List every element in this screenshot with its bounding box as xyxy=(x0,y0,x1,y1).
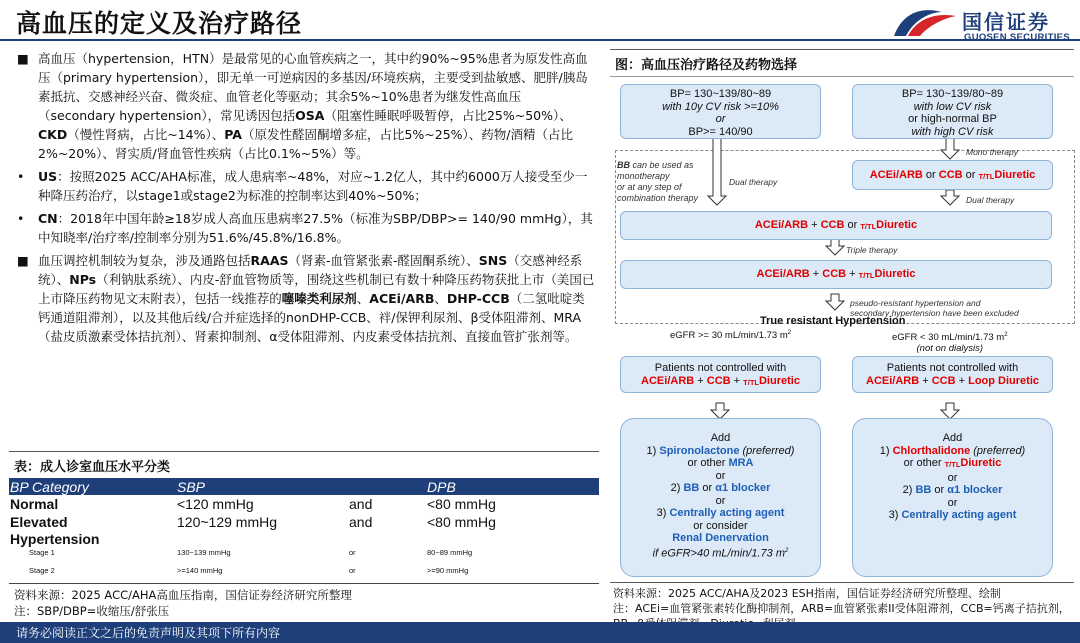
bb-note: BB can be used as monotherapy or at any step of combination therapy xyxy=(617,160,699,203)
initial-bp-box-low-risk: BP= 130~139/80~89 with low CV risk or high-normal BP with high CV risk xyxy=(852,84,1053,139)
term-ckd: CKD xyxy=(38,127,68,142)
figure-caption-rule xyxy=(610,76,1074,77)
egfr-low-label: eGFR < 30 mL/min/1.73 $m^2$ (not on dialysis) xyxy=(892,332,1008,355)
add-therapy-box-right: Add 1) Chlorthalidone (preferred) or other T/TLDiuretic or 2) BB or α1 blocker or 3) Centrally acting agent xyxy=(852,418,1053,577)
mono-therapy-label: Mono therapy xyxy=(966,147,1018,157)
table-row: Stage 1 130~139 mmHg or 80~89 mmHg xyxy=(29,548,473,558)
disclaimer-text: 请务必阅读正文之后的免责声明及其项下所有内容 xyxy=(16,626,281,640)
col-header: DPB xyxy=(427,478,599,495)
triple-therapy-box: ACEi/ARB + CCB + T/TLDiuretic xyxy=(620,260,1052,289)
table-row: Elevated 120~129 mmHg and <80 mmHg xyxy=(10,513,496,530)
company-logo xyxy=(890,6,1075,42)
table-source: 资料来源：2025 ACC/AHA高血压指南，国信证券经济研究所整理 注：SBP/DBP=收缩压/舒张压 xyxy=(14,588,352,618)
mono-therapy-box: ACEi/ARB or CCB or T/TLDiuretic xyxy=(852,160,1053,190)
treatment-pathway-diagram xyxy=(610,78,1076,582)
arrow-down-icon xyxy=(941,190,959,205)
logo-text-en: GUOSEN SECURITIES xyxy=(964,32,1070,43)
square-bullet-icon: ■ xyxy=(17,51,29,66)
triple-therapy-label: Triple therapy xyxy=(846,245,898,255)
figure-source: 资料来源：2025 ACC/AHA及2023 ESH指南，国信证券经济研究所整理、绘制 注：ACEi=血管紧张素转化酶抑制剂，ARB=血管紧张素II受体阻滞剂，CCB=钙离子拮抗剂， xyxy=(613,587,1070,615)
egfr-high-label: eGFR >= 30 mL/min/1.73 $m^2$ xyxy=(670,330,792,342)
add-therapy-box-left: Add 1) Spironolactone (preferred) or other MRA or 2) BB or α1 blocker or 3) Centrally acting agent or consider Renal Denervation if eGFR>40 mL/min/1.73 $m^2$ xyxy=(620,418,821,577)
table-row: Stage 2 >=140 mmHg or >=90 mmHg xyxy=(9,566,599,584)
bullet-us: • US：按照2025 ACC/AHA标准，成人患病率~48%，对应~1.2亿人，其中约6000万人接受至少一种降压药治疗，以stage1或stage2为标准的控制率达到40%~50%； xyxy=(17,169,588,203)
term-osa: OSA xyxy=(295,108,325,123)
logo-text-cn: 国信证券 xyxy=(962,10,1050,34)
arrow-down-icon xyxy=(826,294,844,310)
true-resistant-label: True resistant Hypertension xyxy=(760,315,906,327)
table-row: Hypertension xyxy=(10,531,100,548)
dot-bullet-icon: • xyxy=(17,211,25,226)
arrow-down-icon xyxy=(708,134,726,205)
bullet-cn: • CN：2018年中国年龄≥18岁成人高血压患病率27.5%（标准为SBP/DBP>= 140/90 mmHg），其中知晓率/治疗率/控制率分别为51.6%/45.8%/16.8%。 xyxy=(17,211,593,245)
figure-bottom-rule xyxy=(610,582,1074,583)
dual-therapy-label-left: Dual therapy xyxy=(729,177,778,187)
table-header-row xyxy=(9,478,599,495)
arrow-down-icon xyxy=(711,403,729,419)
table-row: Normal <120 mmHg and <80 mmHg xyxy=(10,495,496,512)
col-header xyxy=(349,478,427,495)
dual-therapy-label-right: Dual therapy xyxy=(966,195,1015,205)
label-cn: CN xyxy=(38,211,58,226)
bullet-mechanism: ■ 血压调控机制较为复杂，涉及通路包括RAAS（肾素-血管紧张素-醛固酮系统）、SNS（交感神经系统）、NPs（利钠肽系统）、内皮-舒血管物质等，围绕这些机制已有数十种降压药物获批上市（美国已上市降压药物见文末附表），包括一线推荐的噻嗪类利尿剂、ACEi/ARB、DHP-CCB（二氢吡啶类钙通道阻滞剂），以及其他后线/合并症选择的nonDHP-CCB、袢/保钾利尿剂、β受体阻滞剂、MRA（盐皮质激素受体拮抗剂）、肾素抑制剂、α受体阻滞剂、内皮素受体拮抗剂、直接血管扩张剂等。 xyxy=(17,253,595,344)
table-caption: 表：成人诊室血压水平分类 xyxy=(14,460,171,475)
arrow-down-icon xyxy=(826,239,844,255)
dot-bullet-icon: • xyxy=(17,169,25,184)
col-header: SBP xyxy=(177,478,349,495)
term-pa: PA xyxy=(224,127,242,142)
initial-bp-box-high-risk: BP= 130~139/80~89 with 10y CV risk >=10% or BP>= 140/90 xyxy=(620,84,821,139)
not-controlled-box-left: Patients not controlled with ACEi/ARB + CCB + T/TLDiuretic xyxy=(620,356,821,393)
guosen-logo-icon xyxy=(890,6,958,42)
arrow-down-icon xyxy=(941,403,959,419)
page-title: 高血压的定义及治疗路径 xyxy=(16,9,303,38)
square-bullet-icon: ■ xyxy=(17,253,29,268)
figure-top-rule xyxy=(610,49,1074,50)
table-top-rule xyxy=(9,451,599,452)
dual-therapy-box: ACEi/ARB + CCB or T/TLDiuretic xyxy=(620,211,1052,240)
col-header: BP Category xyxy=(9,478,177,495)
bullet-definition: ■ 高血压（hypertension，HTN）是最常见的心血管疾病之一，其中约90%~95%患者为原发性高血压（primary hypertension），即无单一可逆病因的多基因/环境疾病，主要受到盐敏感、肥胖/胰岛素抵抗、交感神经兴奋、微炎症、血管老化等驱动；其余5%~10%患者为继发性高血压（secondary hypertension），常见诱因包括OSA（阻塞性睡眠呼吸暂停，占比25%~50%）、CKD（慢性肾病，占比~14%）、PA（原发性醛固酮增多症，占比5%~25%）、药物/酒精（占比2%~20%）、肾实质/肾血管性疾病（占比0.1%~5%）等。 xyxy=(17,51,588,161)
pseudo-resistant-note: pseudo-resistant hypertension and secondary hypertension have been excluded xyxy=(850,298,1019,318)
body-text xyxy=(14,49,596,350)
not-controlled-box-right: Patients not controlled with ACEi/ARB + CCB + Loop Diuretic xyxy=(852,356,1053,393)
label-us: US xyxy=(38,169,58,184)
bp-classification-table xyxy=(9,478,599,584)
figure-caption: 图：高血压治疗路径及药物选择 xyxy=(615,58,798,73)
